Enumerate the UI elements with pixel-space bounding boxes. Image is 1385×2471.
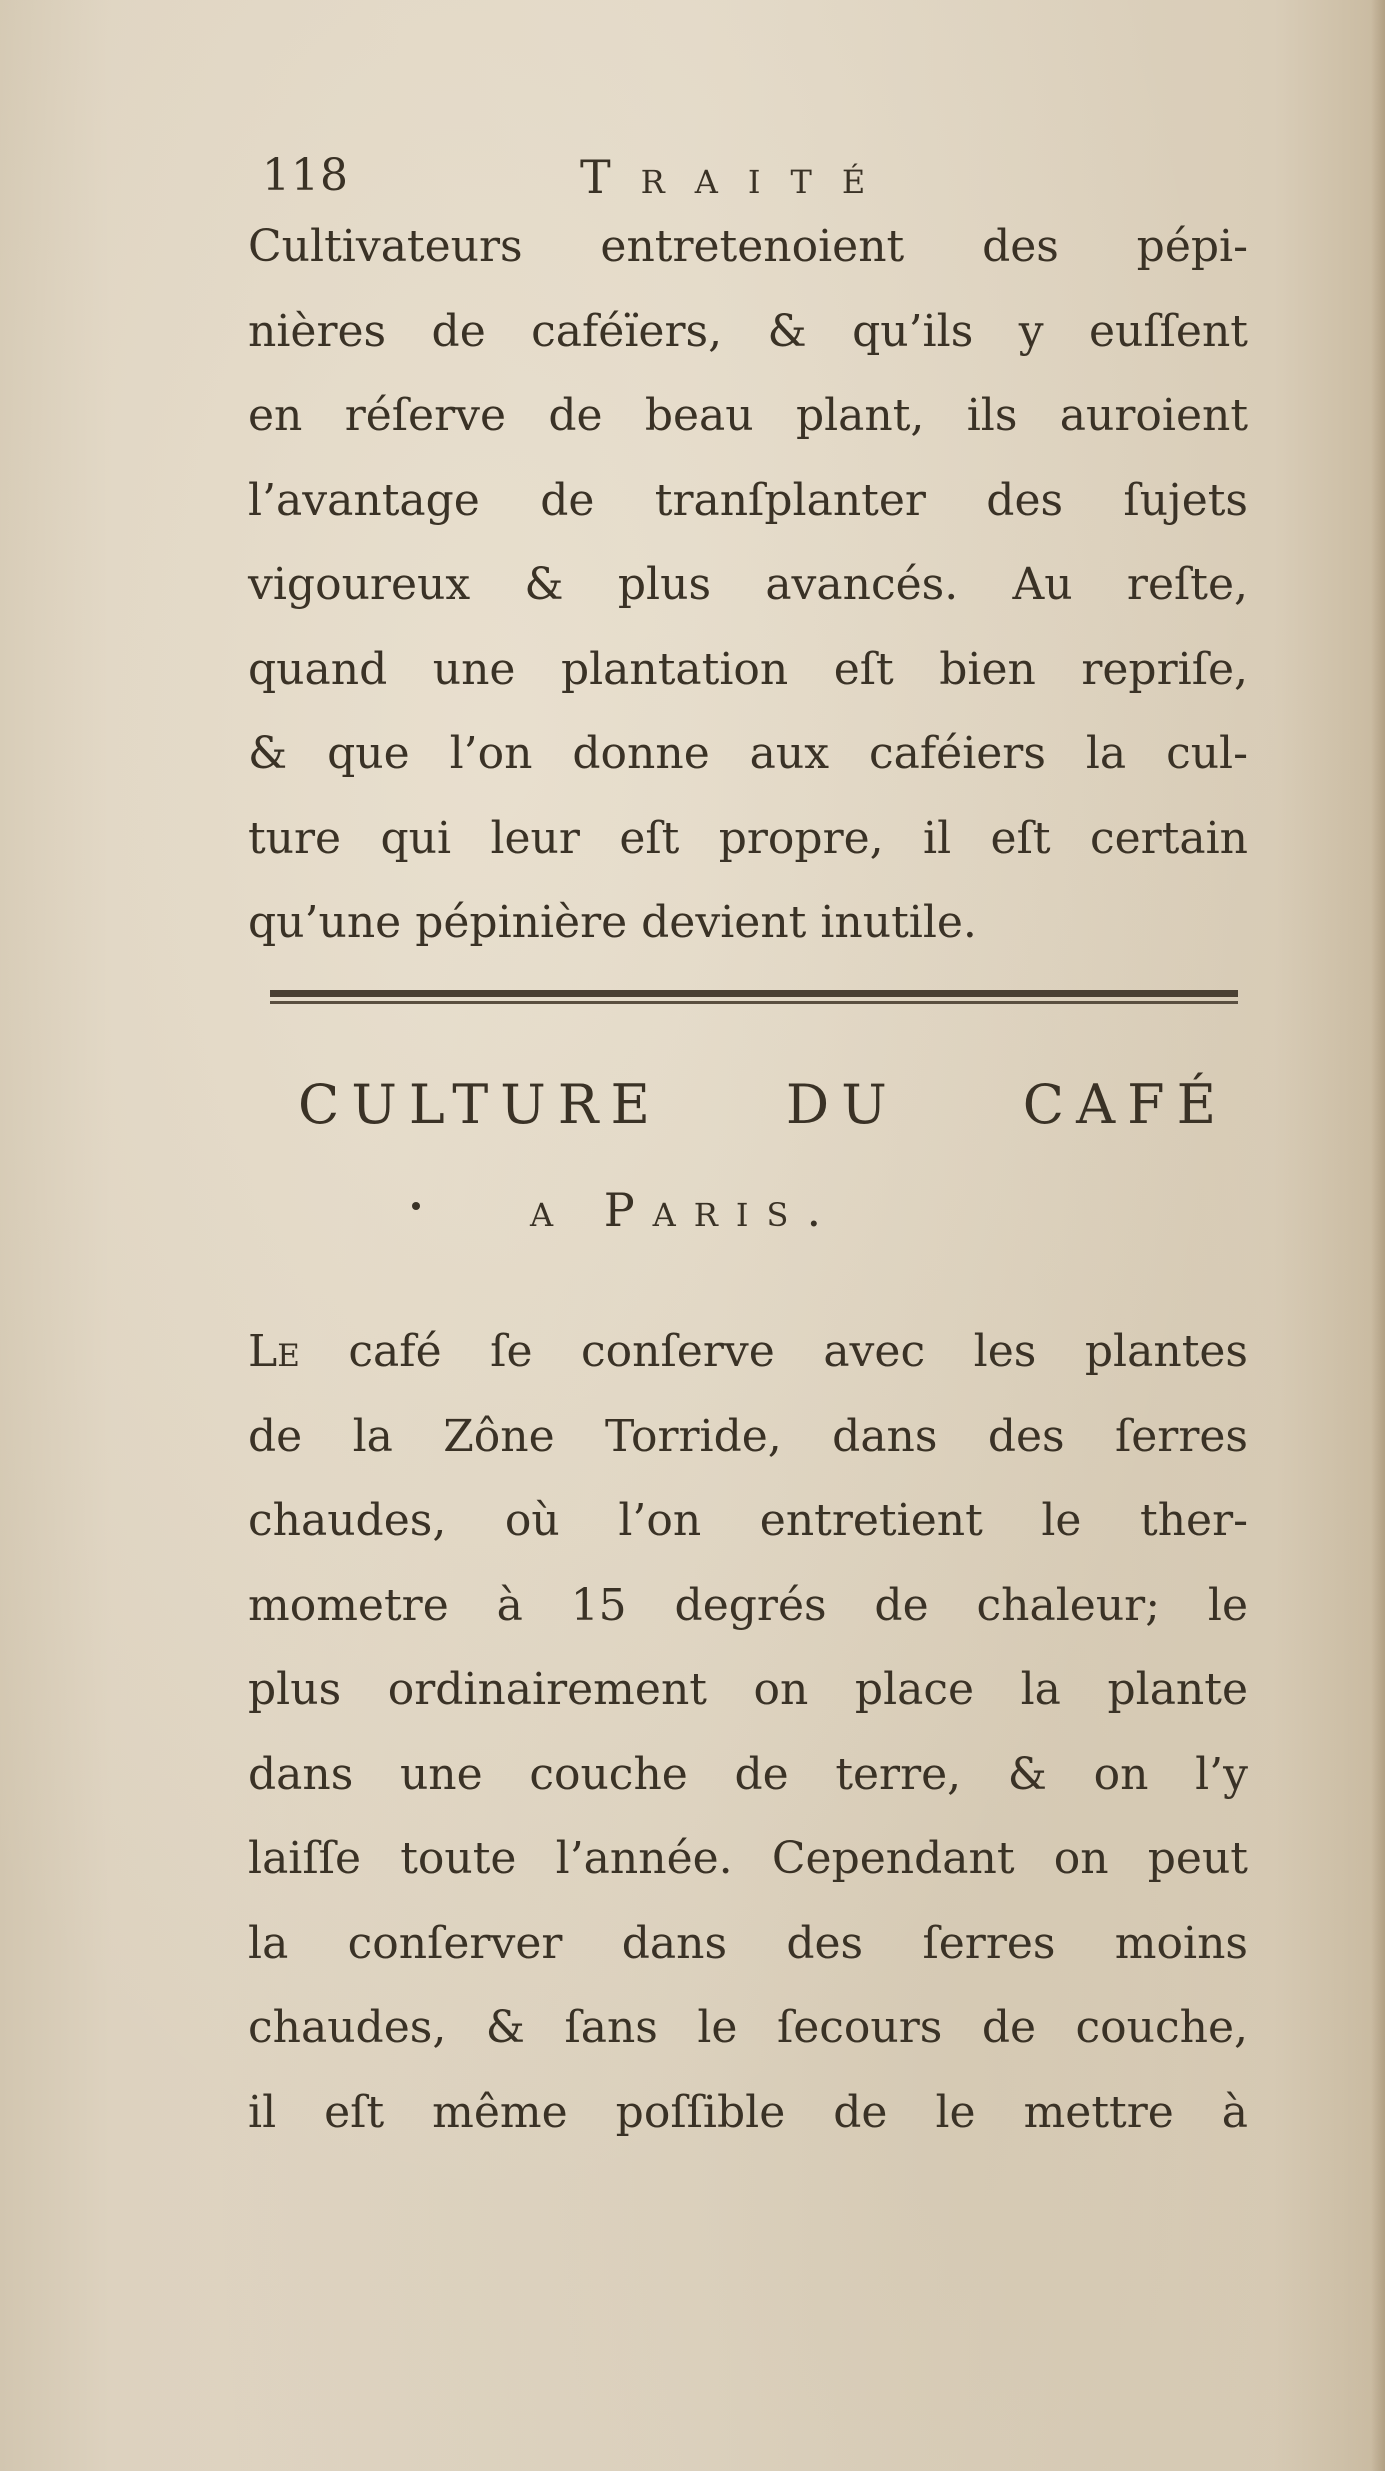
text-line: l’avantage de tranſplanter des ſujets xyxy=(248,474,1248,526)
text-line: nières de caféïers, & qu’ils y euſſent xyxy=(248,305,1248,357)
text-line: quand une plantation eſt bien repriſe, xyxy=(248,643,1248,695)
text-line: & que l’on donne aux caféiers la cul- xyxy=(248,728,1248,779)
section-divider-rule xyxy=(270,990,1238,1012)
text-line: en réſerve de beau plant, ils auroient xyxy=(248,390,1248,441)
text-line: plus ordinairement on place la plante xyxy=(248,1664,1248,1715)
text-line: ture qui leur eſt propre, il eſt certain xyxy=(248,812,1248,864)
running-head-title: Traité xyxy=(580,150,896,204)
page-number: 118 xyxy=(262,150,349,201)
text-line: chaudes, où l’on entretient le ther- xyxy=(248,1495,1248,1546)
text-line: de la Zône Torride, dans des ſerres xyxy=(248,1410,1248,1462)
text-line: dans une couche de terre, & on l’y xyxy=(248,1748,1248,1800)
text-line: laiſſe toute l’année. Cependant on peut xyxy=(248,1833,1248,1884)
text-line: Cultivateurs entretenoient des pépi- xyxy=(248,221,1248,272)
text-line: il eſt même poſſible de le mettre à xyxy=(248,2086,1248,2138)
paragraph-continued xyxy=(248,205,1248,966)
initial-caps: Le xyxy=(248,1326,300,1377)
paragraph-culture xyxy=(248,1310,1248,2155)
divider-thin-line xyxy=(270,1001,1238,1004)
running-head xyxy=(262,150,1062,210)
section-subheading: a Paris. xyxy=(530,1183,840,1237)
divider-thick-line xyxy=(270,990,1238,997)
page-edge-shadow xyxy=(1371,0,1385,2471)
first-text-line xyxy=(248,1310,1248,1395)
text-line: chaudes, & ſans le ſecours de couche, xyxy=(248,2002,1248,2053)
text-line: la conſerver dans des ſerres moins xyxy=(248,1917,1248,1969)
first-line-text: café ſe conſerve avec les plantes xyxy=(299,1326,1248,1377)
text-line: qu’une pépinière devient inutile. xyxy=(248,897,977,948)
text-line: vigoureux & plus avancés. Au reſte, xyxy=(248,559,1248,610)
section-heading: CULTURE DU CAFÉ xyxy=(298,1073,1228,1136)
ornament-dot xyxy=(412,1202,420,1210)
text-line: mometre à 15 degrés de chaleur; le xyxy=(248,1579,1248,1631)
